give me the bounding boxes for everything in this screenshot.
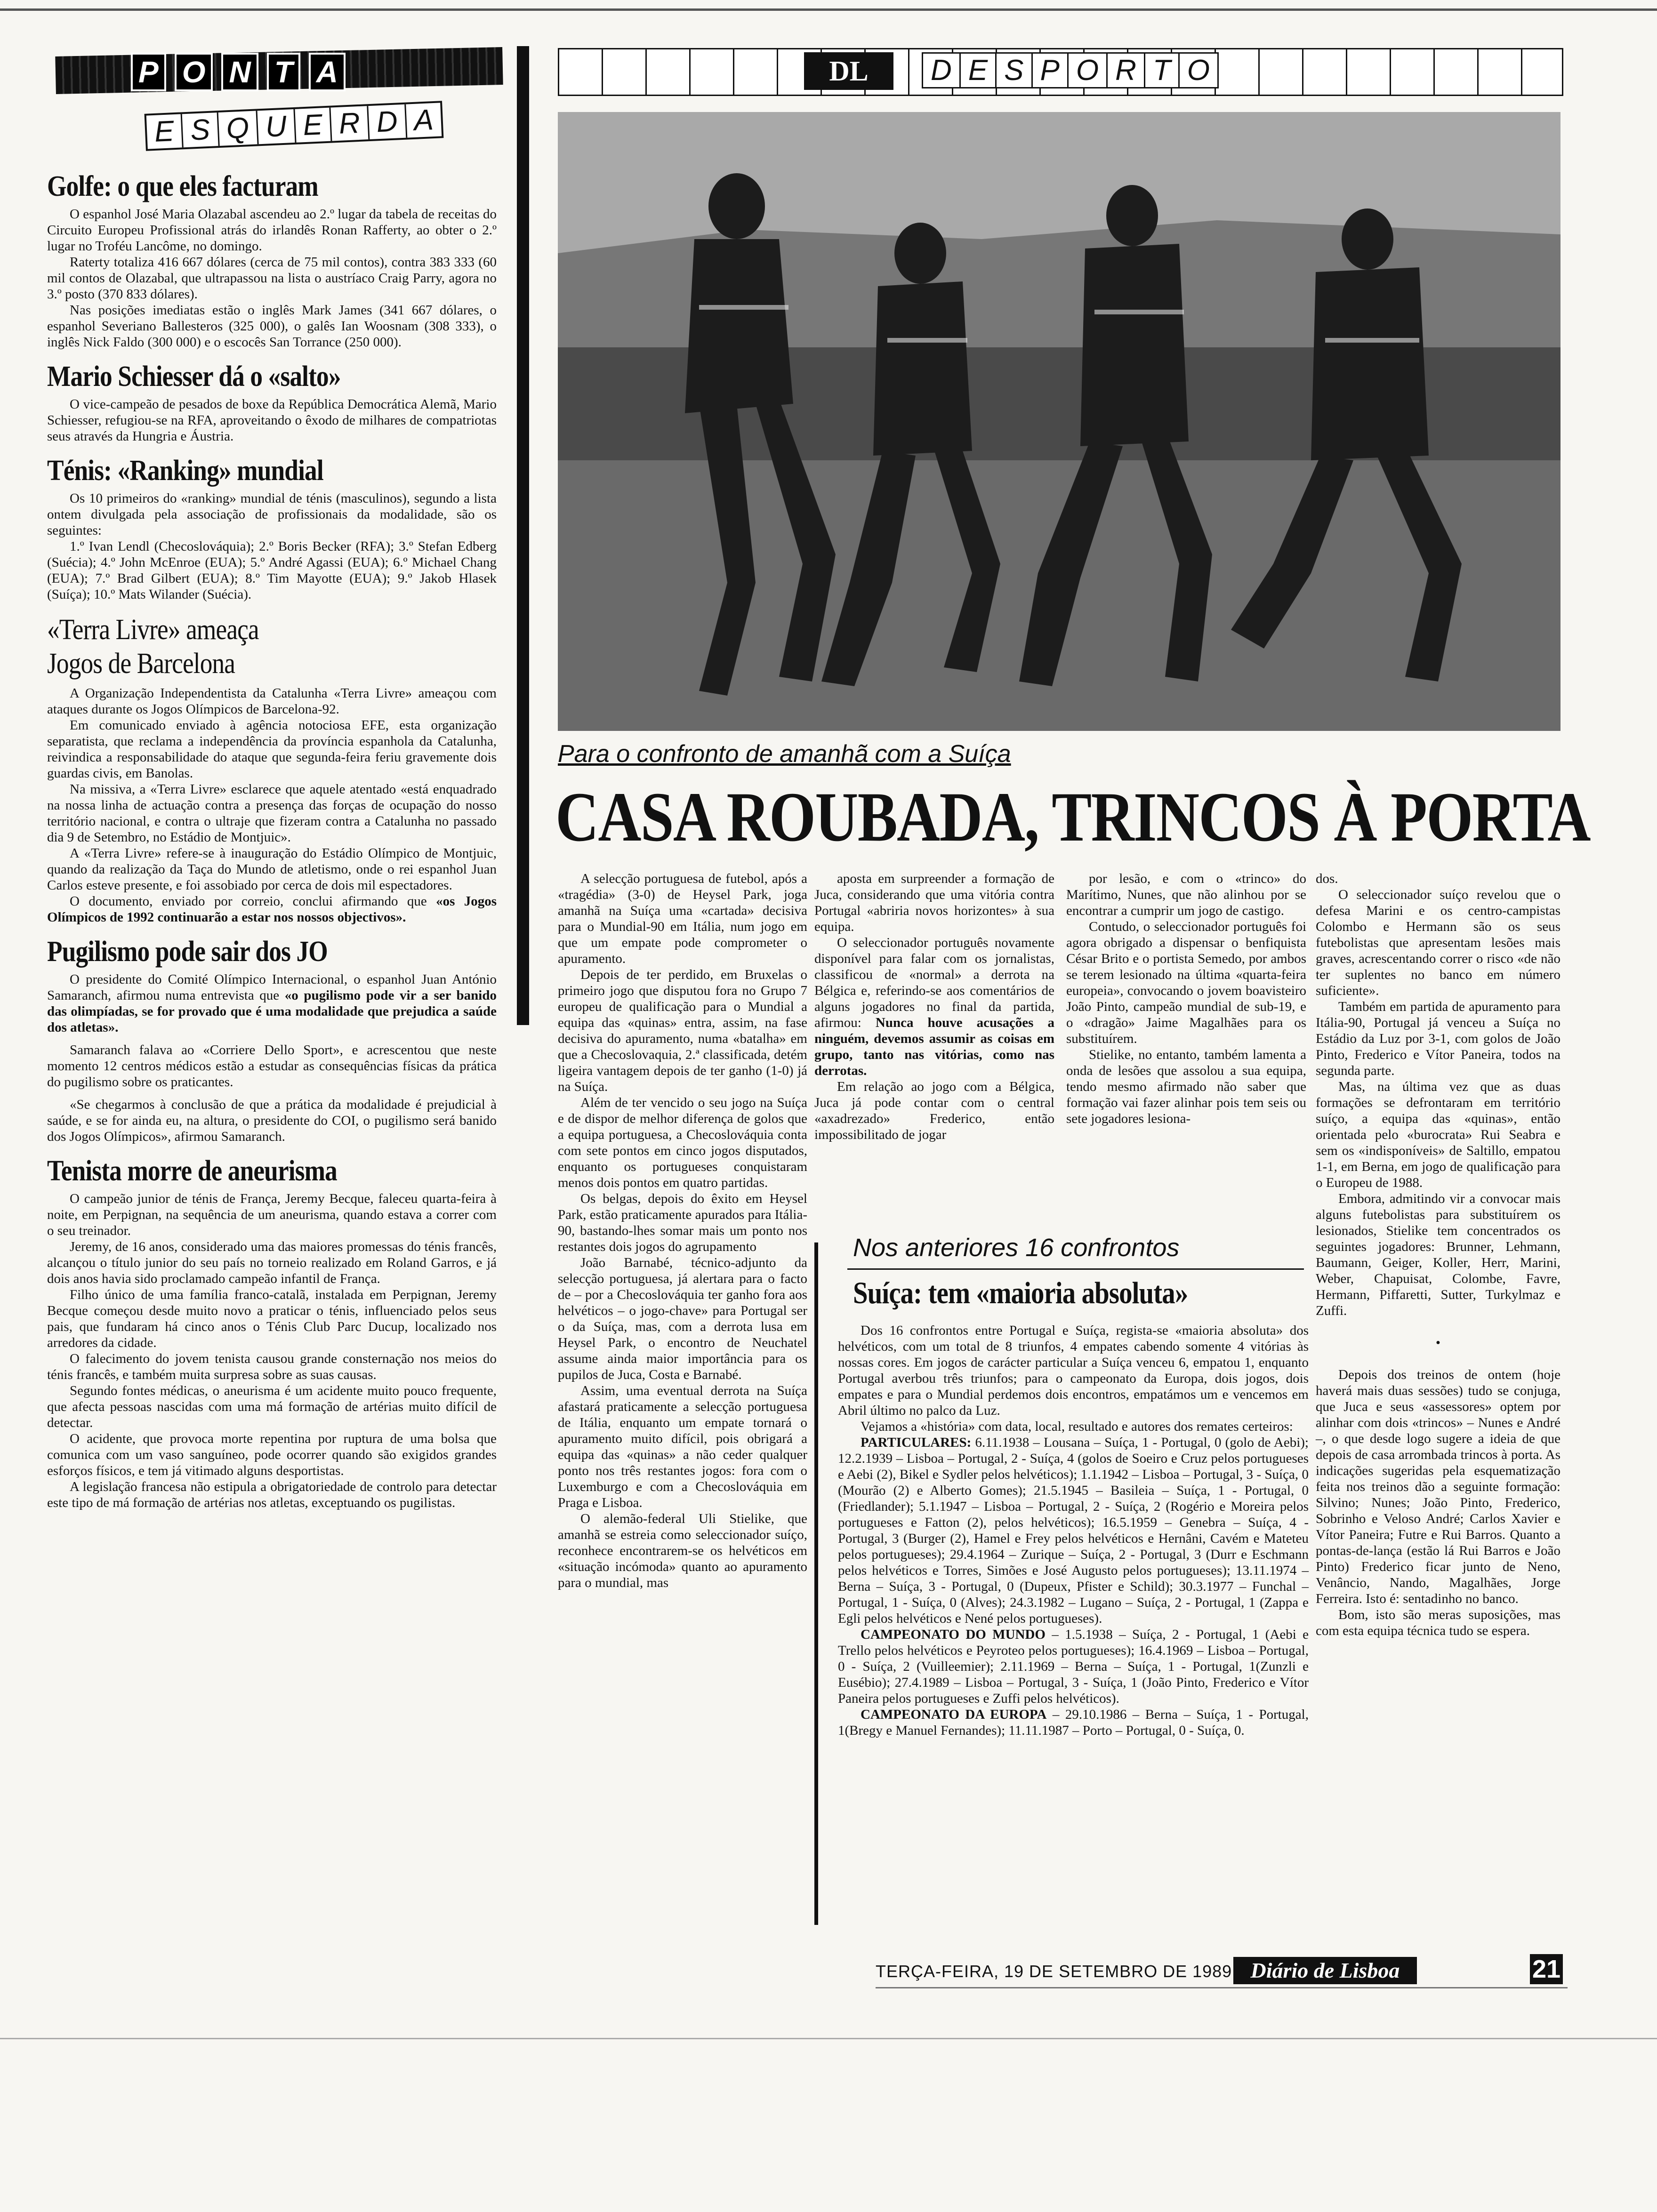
dl-logo: DL [804, 52, 893, 90]
sidebar-left-rule [814, 1242, 818, 1925]
footer-page-number: 21 [1530, 1954, 1563, 1984]
left-column [47, 169, 497, 1511]
pugilismo-body: O presidente do Comité Olímpico Internacional, o espanhol Juan António Samaranch, afirmou numa entrevista que «o pugilismo pode vir a ser banido das olimpíadas, se for provado que é uma modalidade que prejudica a saúde dos atletas». Samaranch falava ao «Corriere Dello Sport», e acrescentou que neste momento 12 centros médicos estão a estudar as consequências físicas da prática do pugilismo sobre os praticantes. «Se chegarmos à conclusão de que a prática da modalidade é prejudicial à saúde, e se for ainda eu, na altura, o presidente do COI, o pugilismo será banido dos Jogos Olímpicos», afirmou Samaranch. [47, 972, 497, 1144]
bottom-rule [0, 2038, 1657, 2039]
tenista-headline: Tenista morre de aneurisma [47, 1155, 337, 1187]
main-col-3: por lesão, e com o «trinco» do Marítimo, Nunes, que não alinhou por se encontrar a cumprir um jogo de castigo. Contudo, o seleccionador português foi agora obrigado a dispensar o benfiquista César Brito e o portista Semedo, por ambos se terem lesionado na última «quarta-feira europeia», convocando o jovem boavisteiro João Pinto, campeão mundial de sub-19, e o «dragão» Jaime Magalhães para os substituírem. Stielike, no entanto, também lamenta a onda de lesões que assolou a sua equipa, tendo mesmo afirmado não saber que formação vai fazer alinhar pois tem seis ou sete jogadores lesiona- [1066, 871, 1306, 1126]
mario-body: O vice-campeão de pesados de boxe da República Democrática Alemã, Mario Schiesser, refugiou-se na RFA, aproveitando o êxodo de milhares de compatriotas seus através da Hungria e Áustria. [47, 397, 497, 444]
desporto-banner [558, 48, 1563, 96]
esquerda-word: E S Q U E R D A [145, 101, 444, 151]
training-photo-scene [558, 112, 1560, 731]
sidebar-body: Dos 16 confrontos entre Portugal e Suíça, regista-se «maioria absoluta» dos helvéticos, com um total de 8 triunfos, 4 empates cabendo somente 4 vitórias às nossas cores. Em jogos de carácter particular a Suíça venceu 6, empatou 1, enquanto Portugal averbou três triunfos; para o campeonato da Europa, dois jogos, dois empates e para o Mundial perdemos dois encontros, empatámos um e vencemos em Abril último no palco da Luz. Vejamos a «história» com data, local, resultado e autores dos remates certeiros: PARTICULARES: 6.11.1938 – Lousana – Suíça, 1 - Portugal, 0 (golo de Aebi); 12.2.1939 – Lisboa – Portugal, 2 - Suíça, 4 (golos de Soeiro e Cruz pelos portugueses e Aebi (2), Bikel e Sydler pelos helvéticos); 1.1.1942 – Lisboa – Portugal, 3 - Suíça, 0 (Mourão (2) e Alberto Gomes); 21.5.1945 – Basileia – Suíça, 1 - Portugal, 0 (Friedlander); 5.1.1947 – Lisboa – Portugal, 2 - Suíça, 2 (Rogério e Moreira pelos portugueses e Fatton (2), pelos helvéticos); 16.5.1959 – Genebra – Suíça, 4 - Portugal, 3 (Burger (2), Hamel e Frey pelos helvéticos e Hernâni, Cavém e Mateteu pelos portugueses); 29.4.1964 – Zurique – Suíça, 2 - Portugal, 3 (Durr e Eschmann pelos helvéticos e Torres, Simões e José Augusto pelos portugueses); 13.11.1974 – Berna – Suíça, 3 - Portugal, 0 (Dupeux, Pfister e Schild); 30.3.1977 – Funchal – Portugal, 1 - Suíça, 0 (Alves); 24.3.1982 – Lugano – Suíça, 2 - Portugal, 1 (Zappa e Egli pelos helvéticos e Nené pelos portugueses). CAMPEONATO DO MUNDO – 1.5.1938 – Suíça, 2 - Portugal, 1 (Aebi e Trello pelos helvéticos e Peyroteo pelos portugueses); 16.4.1969 – Lisboa – Portugal, 0 - Suíça, 2 (Vuilleemier); 2.11.1969 – Berna – Suíça, 1 - Portugal, 1(Zunzli e Eusébio); 27.4.1989 – Lisboa – Portugal, 3 - Suíça, 1 (João Pinto, Frederico e Vítor Paneira pelos portugueses e Zuffi pelos helvéticos). CAMPEONATO DA EUROPA – 29.10.1986 – Berna – Suíça, 1 - Portugal, 1(Bregy e Manuel Fernandes); 11.11.1987 – Porto – Portugal, 0 - Suíça, 0. [838, 1323, 1309, 1738]
main-col-1: A selecção portuguesa de futebol, após a «tragédia» (3-0) de Heysel Park, joga amanhã na Suíça uma «cartada» decisiva para o Mundial-90 em Itália, num jogo em que um empate pode comprometer o apuramento. Depois de ter perdido, em Bruxelas o primeiro jogo que disputou fora no Grupo 7 europeu de qualificação para o Mundial a equipa das «quinas» entra, assim, na fase decisiva do apuramento, numa «batalha» em que a Checoslovaquia, 2.ª classificada, detém ligeira vantagem depois de ter ganho (1-0) já na Suíça. Além de ter vencido o seu jogo na Suíça e de dispor de melhor diferença de golos que a equipa portuguesa, a Checoslováquia conta com sete pontos em cinco jogos disputados, enquanto os portugueses conquistaram menos dois pontos em quatro partidas. Os belgas, depois do êxito em Heysel Park, estão praticamente apurados para Itália-90, bastando-lhes somar mais um ponto nos restantes dois jogos do agrupamento João Barnabé, técnico-adjunto da selecção portuguesa, já alertara para o facto de – por a Checoslováquia ter ganho fora aos helvéticos – o jogo-chave» para Portugal ser o da Suíça, mas, com a derrota lusa em Heysel Park, o encontro de Neuchatel assume ainda maior importância para os pupilos de Juca, Costa e Barnabé. Assim, uma eventual derrota na Suíça afastará praticamente a selecção portuguesa de Itália, enquanto um empate tornará o apuramento muito difícil, pois obrigará a equipa das «quinas» a não ceder qualquer ponto nos três restantes jogos: fora com o Luxemburgo e com a Checoslováquia em Praga e Lisboa. O alemão-federal Uli Stielike, que amanhã se estreia como seleccionador suíço, reconhece encontrarem-se os helvéticos em «situação incómoda» quanto ao apuramento para o mundial, mas [558, 871, 807, 1590]
tenis-headline: Ténis: «Ranking» mundial [47, 455, 323, 487]
footer-rule [876, 1987, 1568, 1988]
tenis-body: Os 10 primeiros do «ranking» mundial de ténis (masculinos), segundo a lista ontem divulgada pela associação de profissionais da modalidade, são os seguintes: 1.º Ivan Lendl (Checoslováquia); 2.º Boris Becker (RFA); 3.º Stefan Edberg (Suécia); 4.º John McEnroe (EUA); 5.º André Agassi (EUA); 6.º Michael Chang (EUA); 7.º Brad Gilbert (EUA); 8.º Tim Mayotte (EUA); 9.º Jakob Hlasek (Suíça); 10.º Mats Wilander (Suécia). [47, 491, 497, 602]
main-kicker: Para o confronto de amanhã com a Suíça [558, 740, 1011, 768]
footer-date: TERÇA-FEIRA, 19 DE SETEMBRO DE 1989 [876, 1962, 1232, 1981]
terra-headline-1: «Terra Livre» ameaça [47, 614, 259, 646]
golfe-body: O espanhol José Maria Olazabal ascendeu ao 2.º lugar da tabela de receitas do Circuito Europeu Profissional atrás do irlandês Ronan Rafferty, ao obter o 2.º lugar no Troféu Lancôme, no domingo. Raterty totaliza 416 667 dólares (cerca de 75 mil contos), contra 383 333 (60 mil contos de Olazabal, que ultrapassou na lista o austríaco Craig Parry, agora no 3.º posto (370 833 dólares). Nas posições imediatas estão o inglês Mark James (341 667 dólares, o espanhol Severiano Ballesteros (325 000), o galês Ian Woosnam (308 333), o inglês Nick Faldo (300 000) e o escocês San Torrance (250 000). [47, 207, 497, 350]
column-divider [517, 46, 529, 1025]
ponta-esquerda-banner [56, 46, 503, 154]
terra-headline-2: Jogos de Barcelona [47, 648, 235, 680]
desporto-word: D E S P O R T O [922, 52, 1219, 88]
sidebar-headline: Suíça: tem «maioria absoluta» [853, 1276, 1188, 1310]
top-rule [0, 8, 1657, 11]
ponta-word: P O N T A [131, 53, 346, 91]
main-headline: CASA ROUBADA, TRINCOS À PORTA [555, 778, 1590, 856]
tenista-body: O campeão junior de ténis de França, Jeremy Becque, faleceu quarta-feira à noite, em Perpignan, na sequência de um aneurisma, quando estava a correr com o seu treinador. Jeremy, de 16 anos, considerado uma das maiores promessas do ténis francês, alcançou o título junior do seu país no torneio realizado em Roland Garros, e já dois anos havia sido proclamado campeão infantil de França. Filho único de uma família franco-catalã, instalada em Perpignan, Jeremy Becque começou desde muito novo a praticar o ténis, influenciado pelos seus pais, que fundaram há cinco anos o Ténis Club Parc Ducup, localizado nos arredores da cidade. O falecimento do jovem tenista causou grande consternação nos meios do ténis francês, e também muita surpresa sobre as suas causas. Segundo fontes médicas, o aneurisma é um acidente muito pouco frequente, que afecta pessoas nascidas com uma má formação de artérias muito difícil de detectar. O acidente, que provoca morte repentina por ruptura de uma bolsa que comunica com um vaso sanguíneo, pode ocorrer quando são exigidos grandes esforços físicos, e tem já vitimado alguns desportistas. A legislação francesa não estipula a obrigatoriedade de controlo para detectar este tipo de má formação de artérias nos atletas, exceptuando os pugilistas. [47, 1191, 497, 1510]
golfe-headline: Golfe: o que eles facturam [47, 170, 318, 202]
main-col-4: dos. O seleccionador suíço revelou que o defesa Marini e os centro-campistas Colombo e Hermann são os seus futebolistas que apresentam lesões mais graves, acrescentando correr o risco «de não ter suplentes no banco em número suficiente». Também em partida de apuramento para Itália-90, Portugal já venceu a Suíça no Estádio da Luz por 3-1, com golos de João Pinto, Frederico e Vítor Paneira, todos na segunda parte. Mas, na última vez que as duas formações se defrontaram em território suíço, a equipa das «quinas», então orientada pelo «burocrata» Rui Seabra e sem os «indisponíveis» de Saltillo, empatou 1-1, em Berna, em jogo de qualificação para o Europeu de 1988. Embora, admitindo vir a convocar mais alguns futebolistas para substituírem os lesionados, Stielike tem concentrados os seguintes jogadores: Brunner, Lehmann, Baumann, Geiger, Koller, Herr, Marini, Weber, Chapuisat, Colombe, Favre, Hermann, Piffaretti, Sutter, Turkylmaz e Zuffi. • Depois dos treinos de ontem (hoje haverá mais duas sessões) tudo se conjuga, que Juca e seus «assessores» optem por alinhar com dois «trincos» – Nunes e André –, o que desde logo sugere a ideia de que depois de casa arrombada trincos à porta. As indicações sugeridas pela esquematização feita nos treinos dão a seguinte formação: Silvino; Nunes; João Pinto, Frederico, Sobrinho e Veloso André; Carlos Xavier e Vítor Paneira; Futre e Rui Barros. Quanto a pontas-de-lança (estão lá Rui Barros e João Pinto) Frederico ficar junto de Neno, Venâncio, Nando, Magalhães, Jorge Ferreira. Isto é: sentadinho no banco. Bom, isto são meras suposições, mas com esta equipa técnica tudo se espera. [1316, 871, 1560, 1638]
terra-body: A Organização Independentista da Catalunha «Terra Livre» ameaçou com ataques durante os Jogos Olímpicos de Barcelona-92. Em comunicado enviado à agência notociosa EFE, esta organização separatista, que reclama a independência da província espanhola da Catalunha, reivindica a responsabilidade do ataque que segunda-feira feriu gravemente dois guardas civis, em Banolas. Na missiva, a «Terra Livre» esclarece que aquele atentado «está enquadrado na nossa linha de actuação contra a presença das forças de ocupação do nosso território nacional, e contra o ultraje que fizeram contra a Catalunha no passado dia 9 de Setembro, no Estádio de Montjuic». A «Terra Livre» refere-se à inauguração do Estádio Olímpico de Montjuic, quando da realização da Taça do Mundo de atletismo, onde o rei espanhol Juan Carlos esteve presente, e foi assobiado por cerca de dois mil espectadores. O documento, enviado por correio, conclui afirmando que «os Jogos Olímpicos de 1992 continuarão a estar nos nossos objectivos». [47, 686, 497, 925]
pugilismo-headline: Pugilismo pode sair dos JO [47, 936, 328, 968]
mario-headline: Mario Schiesser dá o «salto» [47, 361, 341, 393]
bullet-divider: • [1435, 1335, 1441, 1350]
training-photo [558, 112, 1560, 731]
footer-masthead: Diário de Lisboa [1233, 1957, 1417, 1984]
sidebar-kicker-rule [847, 1268, 1304, 1270]
sidebar-kicker: Nos anteriores 16 confrontos [853, 1234, 1180, 1262]
main-col-2: aposta em surpreender a formação de Juca, considerando que uma vitória contra Portugal «abriria novos horizontes» à sua equipa. O seleccionador português novamente disponível para falar com os jornalistas, classificou de «normal» a derrota na Bélgica e, referindo-se aos comentários de alguns jogadores no final da partida, afirmou: Nunca houve acusações a ninguém, devemos assumir as coisas em grupo, tanto nas vitórias, como nas derrotas. Em relação ao jogo com a Bélgica, Juca já pode contar com o central «axadrezado» Frederico, então impossibilitado de jogar [814, 871, 1054, 1142]
